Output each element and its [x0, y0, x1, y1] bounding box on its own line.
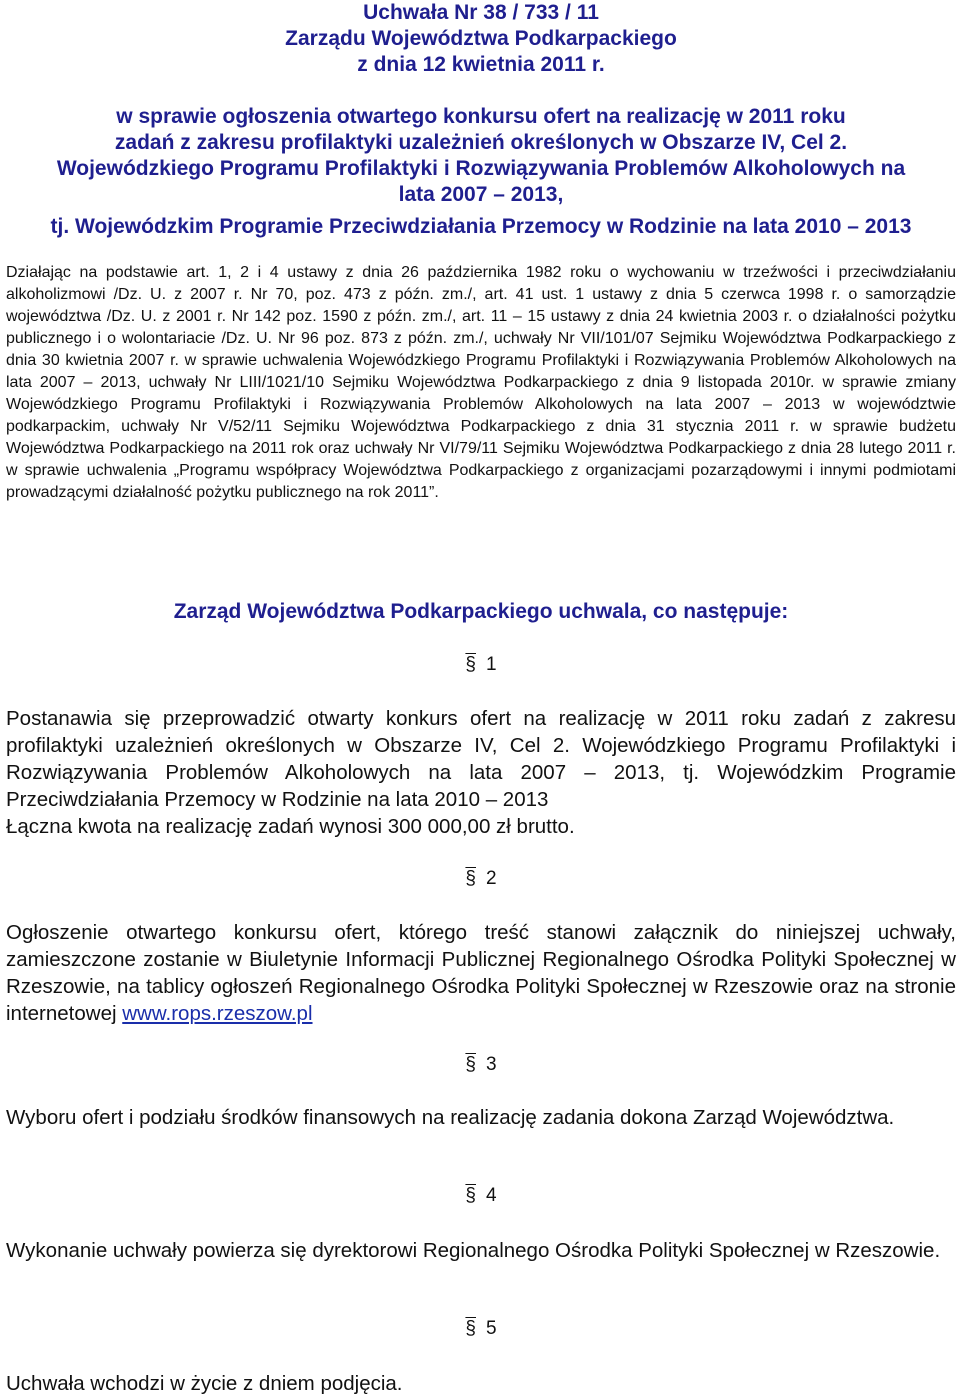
section-number: 3	[486, 1054, 497, 1075]
header-spacer	[6, 78, 956, 104]
resolution-number: Uchwała Nr 38 / 733 / 11	[363, 1, 599, 24]
section-1-text: Postanawia się przeprowadzić otwarty konkurs ofert na realizację w 2011 roku zadań z zakresu profilaktyki uzależnień określonych w Obszarze IV, Cel 2. Wojewódzkiego Programu Profilaktyki i Rozwiązywania Problemów Alkoholowych na lata 2007 – 2013, tj. Wojewódzkim Programie Przeciwdziałania Przemocy w Rodzinie na lata 2010 – 2013	[6, 707, 956, 811]
legal-basis-paragraph: Działając na podstawie art. 1, 2 i 4 ustawy z dnia 26 października 1982 roku o wychowaniu w trzeźwości i przeciwdziałaniu alkoholizmowi /Dz. U. z 2007 r. Nr 70, poz. 473 z późn. zm./, art. 41 ust. 1 ustawy z dnia 5 czerwca 1998 r. o samorządzie województwa /Dz. U. z 2001 r. Nr 142 poz. 1590 z późn. zm./, art. 11 – 15 ustawy z dnia 24 kwietnia 2003 r. o działalności pożytku publicznego i o wolontariacie /Dz. U. Nr 96 poz. 873 z późn. zm./, uchwały Nr VII/101/07 Sejmiku Województwa Podkarpackiego z dnia 30 kwietnia 2007 r. w sprawie uchwalenia Wojewódzkiego Programu Profilaktyki i Rozwiązywania Problemów Alkoholowych na lata 2007 – 2013, uchwały Nr LIII/1021/10 Sejmiku Województwa Podkarpackiego z dnia 9 listopada 2010r. w sprawie zmiany Wojewódzkiego Programu Profilaktyki i Rozwiązywania Problemów Alkoholowych na lata 2007 – 2013 w województwie podkarpackim, uchwały Nr V/52/11 Sejmiku Województwa Podkarpackiego z dnia 31 stycznia 2011 r. w sprawie budżetu Województwa Podkarpackiego na 2011 rok oraz uchwały Nr VI/79/11 Sejmiku Województwa Podkarpackiego z dnia 28 lutego 2011 r. w sprawie uchwalenia „Programu współpracy Województwa Podkarpackiego z organizacjami pozarządowymi i innymi podmiotami prowadzącymi działalność pożytku publicznego na rok 2011”.	[6, 264, 956, 501]
section-2-body: Ogłoszenie otwartego konkursu ofert, którego treść stanowi załącznik do niniejszej uchwały, zamieszczone zostanie w Biuletynie Informacji Publicznej Regionalnego Ośrodka Polityki Społecznej w Rzeszowie, na tablicy ogłoszeń Regionalnego Ośrodka Polityki Społecznej w Rzeszowie oraz na stronie internetowej	[6, 921, 956, 1025]
section-symbol: §	[465, 654, 476, 675]
subject-line-3: Wojewódzkiego Programu Profilaktyki i Rozwiązywania Problemów Alkoholowych na	[56, 157, 906, 180]
section-4-heading	[6, 1185, 956, 1207]
resolution-date: z dnia 12 kwietnia 2011 r.	[357, 53, 605, 76]
subject-line-5: tj. Wojewódzkim Programie Przeciwdziałania Przemocy w Rodzinie na lata 2010 – 2013	[50, 215, 912, 238]
section-symbol: §	[465, 1054, 476, 1075]
section-4-text: Wykonanie uchwały powierza się dyrektorowi Regionalnego Ośrodka Polityki Społecznej w Rzeszowie.	[6, 1239, 941, 1262]
section-symbol: §	[465, 868, 476, 889]
section-symbol: §	[465, 1185, 476, 1206]
resolves-heading: Zarząd Województwa Podkarpackiego uchwala, co następuje:	[173, 600, 789, 623]
subject-line-1: w sprawie ogłoszenia otwartego konkursu ofert na realizację w 2011 roku	[116, 105, 846, 128]
subject-line-2: zadań z zakresu profilaktyki uzależnień określonych w Obszarze IV, Cel 2.	[114, 131, 848, 154]
section-5-heading	[6, 1318, 956, 1340]
section-1-amount: Łączna kwota na realizację zadań wynosi 300 000,00 zł brutto.	[6, 815, 575, 838]
section-number: 4	[486, 1185, 497, 1206]
section-5-text: Uchwała wchodzi w życie z dniem podjęcia.	[6, 1372, 403, 1395]
section-number: 1	[486, 654, 497, 675]
subject-line-4: lata 2007 – 2013,	[398, 183, 564, 206]
website-link[interactable]: www.rops.rzeszow.pl	[122, 1002, 313, 1025]
section-3-text: Wyboru ofert i podziału środków finansowych na realizację zadania dokona Zarząd Województwa.	[6, 1106, 895, 1129]
section-number: 2	[486, 868, 497, 889]
section-number: 5	[486, 1318, 497, 1339]
section-2-text	[6, 919, 956, 1027]
issuing-body: Zarządu Województwa Podkarpackiego	[285, 27, 677, 50]
section-symbol: §	[465, 1318, 476, 1339]
section-3-heading	[6, 1054, 956, 1076]
section-2-heading	[6, 868, 956, 890]
section-1-heading	[6, 654, 956, 676]
resolution-header	[6, 0, 956, 240]
